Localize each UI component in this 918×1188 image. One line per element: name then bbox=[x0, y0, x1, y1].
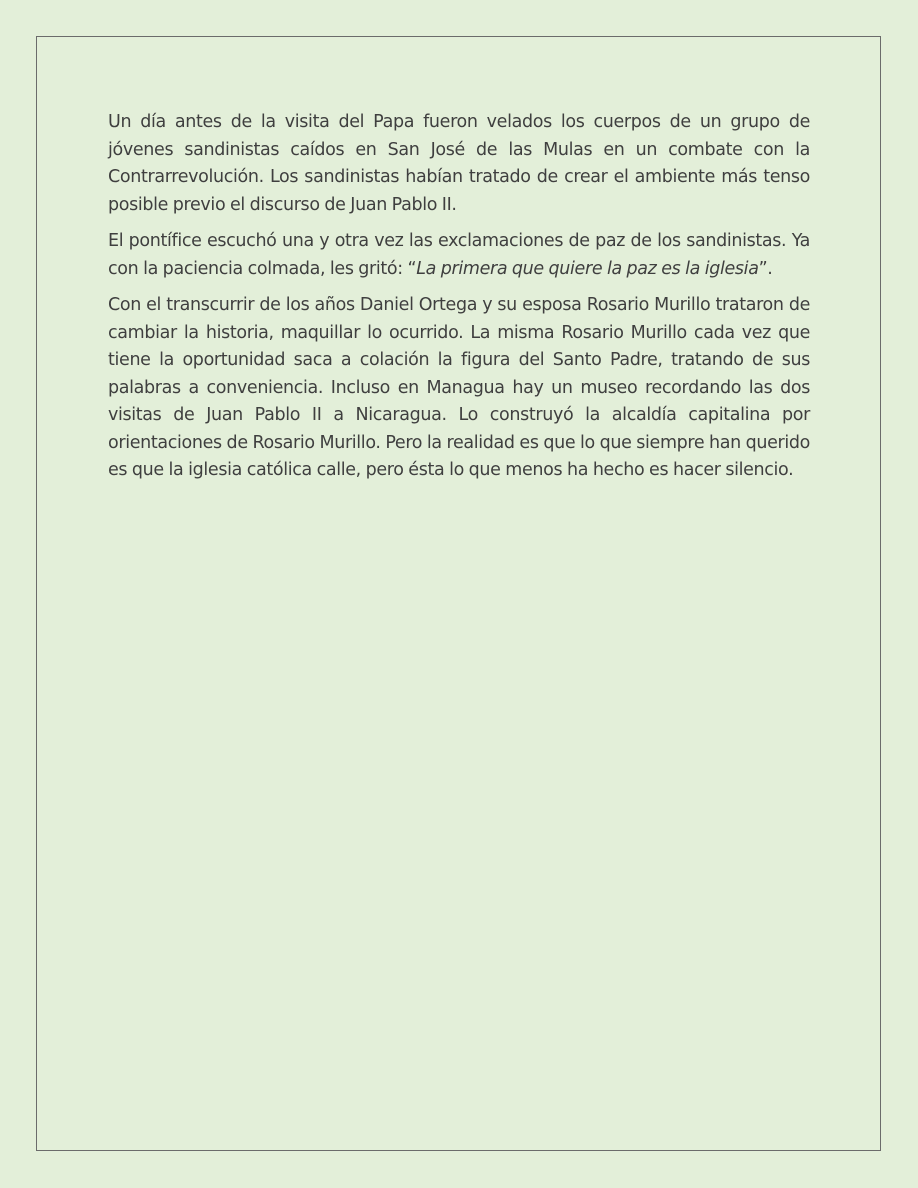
paragraph-ortega-murillo: Con el transcurrir de los años Daniel Ortega y su esposa Rosario Murillo trataron de cambiar la historia, maquillar lo ocurrido. La misma Rosario Murillo cada vez que tiene la oportunidad saca a colación la figura del Santo Padre, tratando de sus palabras a conveniencia. Incluso en Managua hay un museo recordando las dos visitas de Juan Pablo II a Nicaragua. Lo construyó la alcaldía capitalina por orientaciones de Rosario Murillo. Pero la realidad es que lo que siempre han querido es que la iglesia católica calle, pero ésta lo que menos ha hecho es hacer silencio. bbox=[108, 295, 810, 480]
paragraph-pontiff-shout bbox=[108, 228, 810, 283]
paragraph-papal-visit: Un día antes de la visita del Papa fueron velados los cuerpos de un grupo de jóvenes sandinistas caídos en San José de las Mulas en un combate con la Contrarrevolución. Los sandinistas habían tratado de crear el ambiente más tenso posible previo el discurso de Juan Pablo II. bbox=[108, 112, 810, 215]
paragraph-text-after-quote: ”. bbox=[758, 258, 773, 279]
quote: La primera que quiere la paz es la iglesia bbox=[416, 258, 759, 279]
paragraph-text-before-quote: El pontífice escuchó una y otra vez las exclamaciones de paz de los sandinistas. Ya con la paciencia colmada, les gritó: “ bbox=[108, 231, 810, 279]
document-body bbox=[108, 109, 810, 494]
